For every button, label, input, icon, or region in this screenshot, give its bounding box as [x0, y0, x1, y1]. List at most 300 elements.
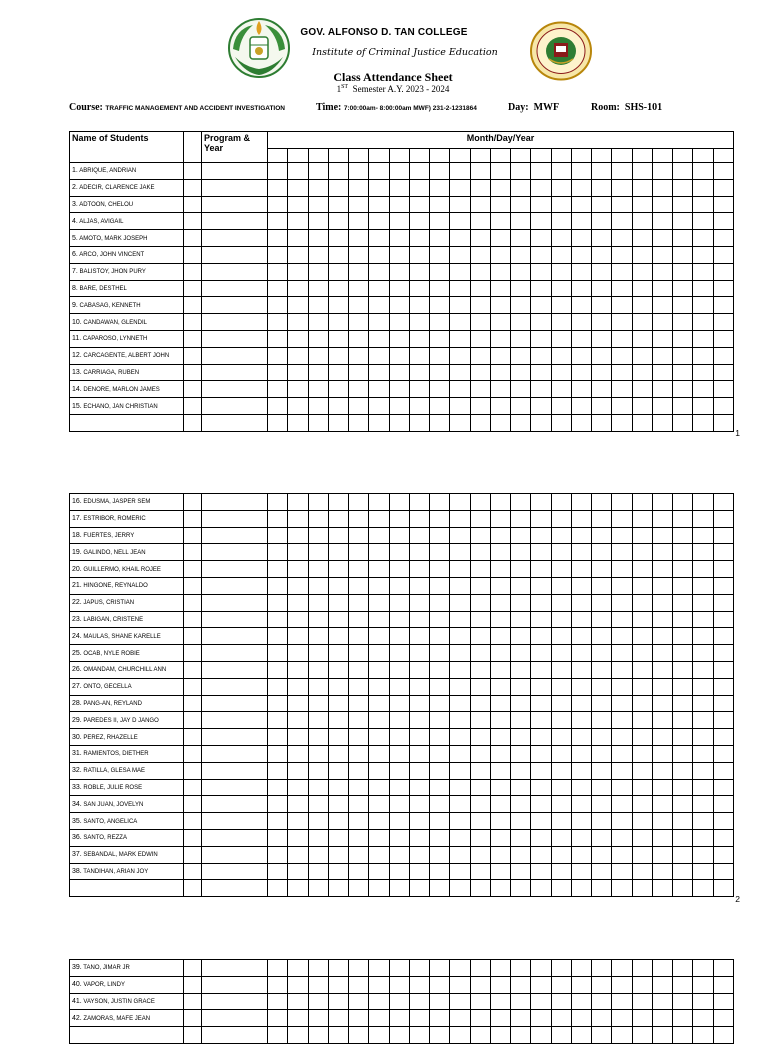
- attendance-cell[interactable]: [511, 594, 531, 611]
- attendance-cell[interactable]: [693, 594, 713, 611]
- attendance-cell[interactable]: [693, 976, 713, 993]
- attendance-cell[interactable]: [673, 246, 693, 263]
- attendance-cell[interactable]: [288, 527, 308, 544]
- attendance-cell[interactable]: [328, 297, 348, 314]
- attendance-cell[interactable]: [713, 611, 733, 628]
- attendance-cell[interactable]: [288, 364, 308, 381]
- attendance-cell[interactable]: [531, 1027, 551, 1044]
- attendance-cell[interactable]: [328, 661, 348, 678]
- attendance-cell[interactable]: [268, 661, 288, 678]
- program-year-cell[interactable]: [202, 745, 268, 762]
- attendance-cell[interactable]: [551, 381, 571, 398]
- attendance-cell[interactable]: [673, 1027, 693, 1044]
- attendance-cell[interactable]: [531, 745, 551, 762]
- attendance-cell[interactable]: [612, 594, 632, 611]
- attendance-cell[interactable]: [693, 796, 713, 813]
- attendance-cell[interactable]: [409, 796, 429, 813]
- attendance-cell[interactable]: [470, 280, 490, 297]
- attendance-cell[interactable]: [409, 263, 429, 280]
- attendance-cell[interactable]: [531, 779, 551, 796]
- attendance-cell[interactable]: [511, 314, 531, 331]
- attendance-cell[interactable]: [369, 263, 389, 280]
- attendance-cell[interactable]: [551, 494, 571, 511]
- attendance-cell[interactable]: [409, 762, 429, 779]
- attendance-cell[interactable]: [470, 577, 490, 594]
- attendance-cell[interactable]: [389, 527, 409, 544]
- attendance-cell[interactable]: [551, 880, 571, 897]
- attendance-cell[interactable]: [713, 880, 733, 897]
- attendance-cell[interactable]: [571, 661, 591, 678]
- attendance-cell[interactable]: [592, 494, 612, 511]
- attendance-cell[interactable]: [531, 364, 551, 381]
- attendance-cell[interactable]: [612, 960, 632, 977]
- attendance-cell[interactable]: [268, 280, 288, 297]
- attendance-cell[interactable]: [612, 976, 632, 993]
- attendance-cell[interactable]: [328, 1027, 348, 1044]
- attendance-cell[interactable]: [632, 880, 652, 897]
- attendance-cell[interactable]: [551, 230, 571, 247]
- attendance-cell[interactable]: [268, 230, 288, 247]
- attendance-cell[interactable]: [511, 544, 531, 561]
- attendance-cell[interactable]: [389, 829, 409, 846]
- attendance-cell[interactable]: [551, 263, 571, 280]
- attendance-cell[interactable]: [268, 594, 288, 611]
- attendance-cell[interactable]: [571, 645, 591, 662]
- attendance-cell[interactable]: [571, 230, 591, 247]
- attendance-cell[interactable]: [268, 246, 288, 263]
- attendance-cell[interactable]: [328, 729, 348, 746]
- attendance-cell[interactable]: [531, 398, 551, 415]
- attendance-cell[interactable]: [268, 314, 288, 331]
- attendance-cell[interactable]: [693, 712, 713, 729]
- attendance-cell[interactable]: [430, 364, 450, 381]
- attendance-cell[interactable]: [632, 960, 652, 977]
- attendance-cell[interactable]: [389, 863, 409, 880]
- attendance-cell[interactable]: [349, 779, 369, 796]
- attendance-cell[interactable]: [470, 561, 490, 578]
- attendance-cell[interactable]: [268, 880, 288, 897]
- attendance-cell[interactable]: [430, 628, 450, 645]
- attendance-cell[interactable]: [328, 510, 348, 527]
- attendance-cell[interactable]: [430, 729, 450, 746]
- attendance-cell[interactable]: [308, 364, 328, 381]
- attendance-cell[interactable]: [369, 729, 389, 746]
- date-header-cell[interactable]: [430, 149, 450, 163]
- attendance-cell[interactable]: [693, 1010, 713, 1027]
- attendance-cell[interactable]: [673, 196, 693, 213]
- attendance-cell[interactable]: [531, 712, 551, 729]
- attendance-cell[interactable]: [632, 381, 652, 398]
- attendance-cell[interactable]: [268, 993, 288, 1010]
- attendance-cell[interactable]: [490, 762, 510, 779]
- attendance-cell[interactable]: [693, 863, 713, 880]
- attendance-cell[interactable]: [328, 1010, 348, 1027]
- attendance-cell[interactable]: [511, 196, 531, 213]
- attendance-cell[interactable]: [571, 280, 591, 297]
- attendance-cell[interactable]: [470, 695, 490, 712]
- attendance-cell[interactable]: [430, 796, 450, 813]
- attendance-cell[interactable]: [571, 993, 591, 1010]
- attendance-cell[interactable]: [490, 829, 510, 846]
- attendance-cell[interactable]: [389, 213, 409, 230]
- date-header-cell[interactable]: [571, 149, 591, 163]
- attendance-cell[interactable]: [592, 163, 612, 180]
- attendance-cell[interactable]: [652, 594, 672, 611]
- attendance-cell[interactable]: [612, 863, 632, 880]
- attendance-cell[interactable]: [328, 544, 348, 561]
- attendance-cell[interactable]: [349, 863, 369, 880]
- attendance-cell[interactable]: [450, 678, 470, 695]
- attendance-cell[interactable]: [693, 678, 713, 695]
- attendance-cell[interactable]: [308, 846, 328, 863]
- attendance-cell[interactable]: [713, 863, 733, 880]
- attendance-cell[interactable]: [430, 314, 450, 331]
- attendance-cell[interactable]: [551, 645, 571, 662]
- attendance-cell[interactable]: [409, 779, 429, 796]
- attendance-cell[interactable]: [551, 544, 571, 561]
- attendance-cell[interactable]: [369, 863, 389, 880]
- attendance-cell[interactable]: [652, 510, 672, 527]
- attendance-cell[interactable]: [268, 213, 288, 230]
- attendance-cell[interactable]: [490, 364, 510, 381]
- attendance-cell[interactable]: [612, 347, 632, 364]
- attendance-cell[interactable]: [632, 993, 652, 1010]
- attendance-cell[interactable]: [571, 863, 591, 880]
- program-year-cell[interactable]: [202, 263, 268, 280]
- attendance-cell[interactable]: [268, 645, 288, 662]
- attendance-cell[interactable]: [308, 594, 328, 611]
- attendance-cell[interactable]: [652, 230, 672, 247]
- attendance-cell[interactable]: [430, 381, 450, 398]
- attendance-cell[interactable]: [531, 314, 551, 331]
- attendance-cell[interactable]: [490, 729, 510, 746]
- attendance-cell[interactable]: [389, 297, 409, 314]
- attendance-cell[interactable]: [490, 527, 510, 544]
- attendance-cell[interactable]: [592, 347, 612, 364]
- attendance-cell[interactable]: [288, 813, 308, 830]
- attendance-cell[interactable]: [349, 330, 369, 347]
- attendance-cell[interactable]: [308, 179, 328, 196]
- attendance-cell[interactable]: [288, 280, 308, 297]
- attendance-cell[interactable]: [673, 494, 693, 511]
- attendance-cell[interactable]: [409, 577, 429, 594]
- attendance-cell[interactable]: [612, 796, 632, 813]
- attendance-cell[interactable]: [409, 347, 429, 364]
- attendance-cell[interactable]: [511, 263, 531, 280]
- attendance-cell[interactable]: [652, 280, 672, 297]
- attendance-cell[interactable]: [612, 230, 632, 247]
- attendance-cell[interactable]: [592, 796, 612, 813]
- date-header-cell[interactable]: [490, 149, 510, 163]
- attendance-cell[interactable]: [430, 163, 450, 180]
- program-year-cell[interactable]: [202, 976, 268, 993]
- attendance-cell[interactable]: [349, 314, 369, 331]
- attendance-cell[interactable]: [389, 762, 409, 779]
- attendance-cell[interactable]: [511, 611, 531, 628]
- attendance-cell[interactable]: [551, 577, 571, 594]
- attendance-cell[interactable]: [450, 163, 470, 180]
- attendance-cell[interactable]: [652, 246, 672, 263]
- attendance-cell[interactable]: [571, 398, 591, 415]
- attendance-cell[interactable]: [693, 381, 713, 398]
- attendance-cell[interactable]: [632, 330, 652, 347]
- attendance-cell[interactable]: [389, 347, 409, 364]
- program-year-cell[interactable]: [202, 993, 268, 1010]
- attendance-cell[interactable]: [551, 330, 571, 347]
- attendance-cell[interactable]: [328, 330, 348, 347]
- attendance-cell[interactable]: [389, 510, 409, 527]
- attendance-cell[interactable]: [409, 381, 429, 398]
- attendance-cell[interactable]: [288, 960, 308, 977]
- attendance-cell[interactable]: [551, 813, 571, 830]
- attendance-cell[interactable]: [430, 196, 450, 213]
- attendance-cell[interactable]: [693, 510, 713, 527]
- date-header-cell[interactable]: [268, 149, 288, 163]
- attendance-cell[interactable]: [713, 163, 734, 180]
- attendance-cell[interactable]: [592, 762, 612, 779]
- attendance-cell[interactable]: [409, 330, 429, 347]
- attendance-cell[interactable]: [409, 544, 429, 561]
- attendance-cell[interactable]: [531, 661, 551, 678]
- attendance-cell[interactable]: [592, 577, 612, 594]
- attendance-cell[interactable]: [389, 544, 409, 561]
- attendance-cell[interactable]: [430, 762, 450, 779]
- attendance-cell[interactable]: [308, 196, 328, 213]
- attendance-cell[interactable]: [713, 544, 733, 561]
- date-header-cell[interactable]: [612, 149, 632, 163]
- attendance-cell[interactable]: [369, 577, 389, 594]
- attendance-cell[interactable]: [511, 163, 531, 180]
- attendance-cell[interactable]: [490, 976, 510, 993]
- attendance-cell[interactable]: [308, 628, 328, 645]
- attendance-cell[interactable]: [632, 544, 652, 561]
- attendance-cell[interactable]: [369, 628, 389, 645]
- attendance-cell[interactable]: [713, 762, 733, 779]
- attendance-cell[interactable]: [369, 527, 389, 544]
- attendance-cell[interactable]: [551, 196, 571, 213]
- attendance-cell[interactable]: [450, 494, 470, 511]
- attendance-cell[interactable]: [531, 863, 551, 880]
- attendance-cell[interactable]: [430, 745, 450, 762]
- attendance-cell[interactable]: [409, 993, 429, 1010]
- attendance-cell[interactable]: [450, 527, 470, 544]
- attendance-cell[interactable]: [713, 398, 734, 415]
- attendance-cell[interactable]: [652, 712, 672, 729]
- attendance-cell[interactable]: [450, 813, 470, 830]
- attendance-cell[interactable]: [308, 880, 328, 897]
- attendance-cell[interactable]: [673, 398, 693, 415]
- attendance-cell[interactable]: [673, 645, 693, 662]
- attendance-cell[interactable]: [592, 510, 612, 527]
- attendance-cell[interactable]: [490, 745, 510, 762]
- attendance-cell[interactable]: [531, 510, 551, 527]
- attendance-cell[interactable]: [430, 976, 450, 993]
- attendance-cell[interactable]: [349, 645, 369, 662]
- attendance-cell[interactable]: [349, 695, 369, 712]
- attendance-cell[interactable]: [693, 330, 713, 347]
- attendance-cell[interactable]: [511, 510, 531, 527]
- attendance-cell[interactable]: [571, 594, 591, 611]
- attendance-cell[interactable]: [349, 213, 369, 230]
- attendance-cell[interactable]: [551, 246, 571, 263]
- attendance-cell[interactable]: [632, 561, 652, 578]
- date-header-cell[interactable]: [551, 149, 571, 163]
- attendance-cell[interactable]: [389, 846, 409, 863]
- attendance-cell[interactable]: [693, 1027, 713, 1044]
- attendance-cell[interactable]: [713, 213, 734, 230]
- attendance-cell[interactable]: [268, 163, 288, 180]
- attendance-cell[interactable]: [673, 381, 693, 398]
- attendance-cell[interactable]: [409, 678, 429, 695]
- attendance-cell[interactable]: [470, 846, 490, 863]
- attendance-cell[interactable]: [430, 880, 450, 897]
- attendance-cell[interactable]: [288, 347, 308, 364]
- attendance-cell[interactable]: [592, 993, 612, 1010]
- attendance-cell[interactable]: [571, 678, 591, 695]
- attendance-cell[interactable]: [389, 976, 409, 993]
- attendance-cell[interactable]: [308, 314, 328, 331]
- date-header-cell[interactable]: [450, 149, 470, 163]
- attendance-cell[interactable]: [632, 314, 652, 331]
- attendance-cell[interactable]: [268, 1027, 288, 1044]
- attendance-cell[interactable]: [571, 246, 591, 263]
- attendance-cell[interactable]: [592, 364, 612, 381]
- attendance-cell[interactable]: [693, 263, 713, 280]
- attendance-cell[interactable]: [328, 993, 348, 1010]
- attendance-cell[interactable]: [673, 712, 693, 729]
- attendance-cell[interactable]: [268, 829, 288, 846]
- attendance-cell[interactable]: [328, 494, 348, 511]
- attendance-cell[interactable]: [308, 544, 328, 561]
- attendance-cell[interactable]: [268, 695, 288, 712]
- attendance-cell[interactable]: [490, 661, 510, 678]
- attendance-cell[interactable]: [531, 196, 551, 213]
- attendance-cell[interactable]: [531, 213, 551, 230]
- attendance-cell[interactable]: [551, 1010, 571, 1027]
- attendance-cell[interactable]: [693, 577, 713, 594]
- attendance-cell[interactable]: [389, 678, 409, 695]
- attendance-cell[interactable]: [551, 510, 571, 527]
- attendance-cell[interactable]: [308, 1010, 328, 1027]
- attendance-cell[interactable]: [713, 364, 734, 381]
- attendance-cell[interactable]: [632, 280, 652, 297]
- attendance-cell[interactable]: [470, 347, 490, 364]
- attendance-cell[interactable]: [652, 611, 672, 628]
- attendance-cell[interactable]: [268, 611, 288, 628]
- attendance-cell[interactable]: [389, 230, 409, 247]
- attendance-cell[interactable]: [288, 381, 308, 398]
- attendance-cell[interactable]: [612, 364, 632, 381]
- attendance-cell[interactable]: [693, 196, 713, 213]
- attendance-cell[interactable]: [470, 960, 490, 977]
- program-year-cell[interactable]: [202, 779, 268, 796]
- attendance-cell[interactable]: [369, 510, 389, 527]
- attendance-cell[interactable]: [693, 414, 713, 431]
- attendance-cell[interactable]: [571, 846, 591, 863]
- attendance-cell[interactable]: [369, 544, 389, 561]
- attendance-cell[interactable]: [612, 829, 632, 846]
- attendance-cell[interactable]: [673, 364, 693, 381]
- program-year-cell[interactable]: [202, 544, 268, 561]
- attendance-cell[interactable]: [349, 993, 369, 1010]
- attendance-cell[interactable]: [328, 398, 348, 415]
- attendance-cell[interactable]: [490, 695, 510, 712]
- attendance-cell[interactable]: [693, 628, 713, 645]
- attendance-cell[interactable]: [430, 246, 450, 263]
- attendance-cell[interactable]: [632, 745, 652, 762]
- attendance-cell[interactable]: [693, 611, 713, 628]
- attendance-cell[interactable]: [349, 1027, 369, 1044]
- attendance-cell[interactable]: [349, 347, 369, 364]
- attendance-cell[interactable]: [409, 645, 429, 662]
- attendance-cell[interactable]: [288, 163, 308, 180]
- attendance-cell[interactable]: [450, 863, 470, 880]
- attendance-cell[interactable]: [349, 263, 369, 280]
- attendance-cell[interactable]: [288, 414, 308, 431]
- attendance-cell[interactable]: [389, 712, 409, 729]
- attendance-cell[interactable]: [652, 829, 672, 846]
- attendance-cell[interactable]: [612, 263, 632, 280]
- attendance-cell[interactable]: [673, 1010, 693, 1027]
- attendance-cell[interactable]: [369, 762, 389, 779]
- attendance-cell[interactable]: [693, 645, 713, 662]
- attendance-cell[interactable]: [693, 661, 713, 678]
- attendance-cell[interactable]: [268, 628, 288, 645]
- attendance-cell[interactable]: [511, 364, 531, 381]
- attendance-cell[interactable]: [308, 813, 328, 830]
- attendance-cell[interactable]: [551, 364, 571, 381]
- attendance-cell[interactable]: [389, 577, 409, 594]
- attendance-cell[interactable]: [369, 829, 389, 846]
- attendance-cell[interactable]: [490, 880, 510, 897]
- attendance-cell[interactable]: [288, 846, 308, 863]
- attendance-cell[interactable]: [713, 779, 733, 796]
- attendance-cell[interactable]: [652, 544, 672, 561]
- attendance-cell[interactable]: [308, 398, 328, 415]
- attendance-cell[interactable]: [470, 993, 490, 1010]
- attendance-cell[interactable]: [490, 779, 510, 796]
- attendance-cell[interactable]: [531, 960, 551, 977]
- attendance-cell[interactable]: [490, 1010, 510, 1027]
- attendance-cell[interactable]: [612, 880, 632, 897]
- attendance-cell[interactable]: [450, 796, 470, 813]
- attendance-cell[interactable]: [450, 762, 470, 779]
- attendance-cell[interactable]: [531, 280, 551, 297]
- attendance-cell[interactable]: [652, 695, 672, 712]
- attendance-cell[interactable]: [612, 745, 632, 762]
- program-year-cell[interactable]: [202, 364, 268, 381]
- attendance-cell[interactable]: [571, 796, 591, 813]
- attendance-cell[interactable]: [328, 364, 348, 381]
- attendance-cell[interactable]: [308, 297, 328, 314]
- attendance-cell[interactable]: [470, 230, 490, 247]
- attendance-cell[interactable]: [551, 594, 571, 611]
- attendance-cell[interactable]: [551, 561, 571, 578]
- attendance-cell[interactable]: [389, 494, 409, 511]
- attendance-cell[interactable]: [349, 246, 369, 263]
- attendance-cell[interactable]: [389, 779, 409, 796]
- attendance-cell[interactable]: [571, 263, 591, 280]
- attendance-cell[interactable]: [288, 880, 308, 897]
- attendance-cell[interactable]: [288, 863, 308, 880]
- attendance-cell[interactable]: [450, 729, 470, 746]
- attendance-cell[interactable]: [389, 263, 409, 280]
- program-year-cell[interactable]: [202, 1010, 268, 1027]
- attendance-cell[interactable]: [673, 628, 693, 645]
- attendance-cell[interactable]: [470, 398, 490, 415]
- attendance-cell[interactable]: [450, 246, 470, 263]
- attendance-cell[interactable]: [632, 829, 652, 846]
